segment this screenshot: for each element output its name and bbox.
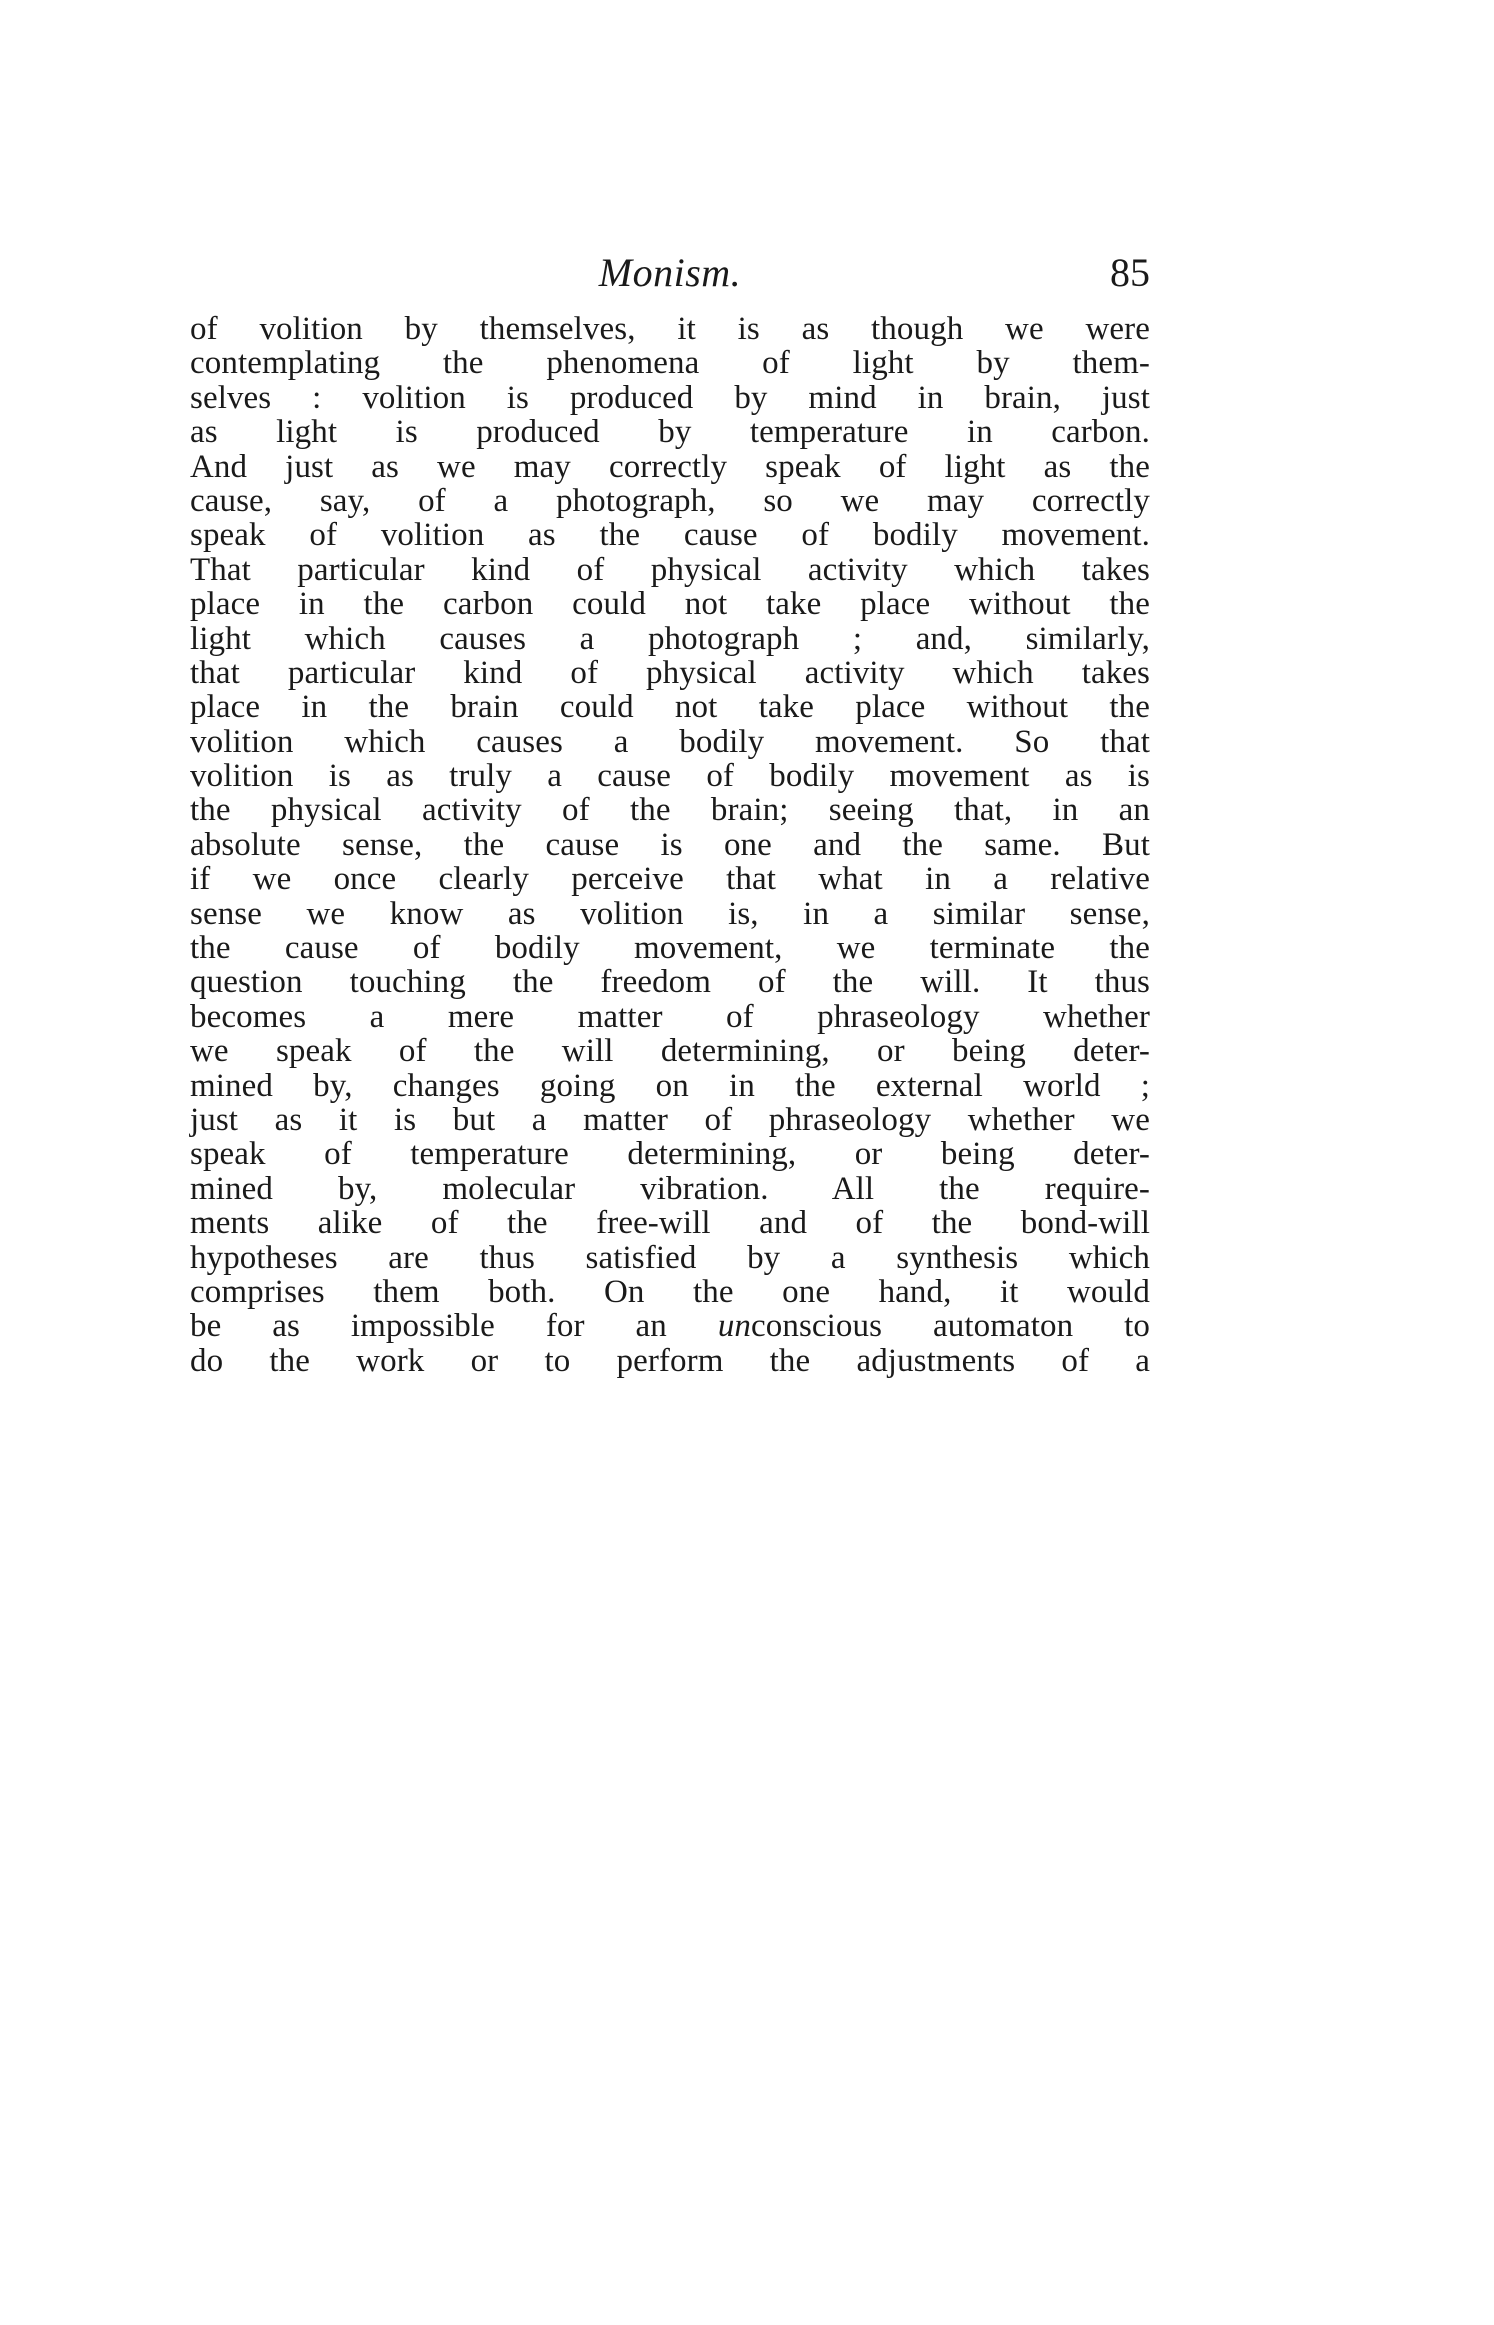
text-line: cause, say, of a photograph, so we may correctly: [190, 482, 1150, 519]
text-line: comprises them both. On the one hand, it would: [190, 1273, 1150, 1310]
text-line: absolute sense, the cause is one and the same. But: [190, 826, 1150, 863]
text-line: [190, 1309, 1150, 1343]
text-line: if we once clearly perceive that what in a relative: [190, 861, 1150, 898]
text-line: selves : volition is produced by mind in brain, just: [190, 379, 1150, 416]
text-line: just as it is but a matter of phraseology whether we: [190, 1101, 1150, 1138]
text-line: light which causes a photograph ; and, similarly,: [190, 620, 1150, 657]
text-line: do the work or to perform the adjustments of a: [190, 1342, 1150, 1379]
text-line: sense we know as volition is, in a similar sense,: [190, 895, 1150, 932]
running-title: Monism.: [598, 250, 742, 295]
text-line: contemplating the phenomena of light by them-: [190, 345, 1150, 382]
page-number: 85: [1110, 250, 1150, 295]
emphasis-text: un: [717, 1308, 752, 1345]
text-line: volition which causes a bodily movement. So that: [190, 723, 1150, 760]
body-text: [190, 312, 1150, 1378]
text-line: speak of volition as the cause of bodily movement.: [190, 517, 1150, 554]
text-line: we speak of the will determining, or being deter-: [190, 1033, 1150, 1070]
text-line: question touching the freedom of the will. It thus: [190, 964, 1150, 1001]
running-head: [190, 248, 1150, 298]
text-line: volition is as truly a cause of bodily movement as is: [190, 758, 1150, 795]
text-line: mined by, molecular vibration. All the require-: [190, 1170, 1150, 1207]
text-segment: be as impossible for an: [190, 1308, 718, 1345]
text-line: mined by, changes going on in the external world ;: [190, 1067, 1150, 1104]
text-line: And just as we may correctly speak of light as the: [190, 448, 1150, 485]
text-line: hypotheses are thus satisfied by a synthesis which: [190, 1239, 1150, 1276]
text-line: speak of temperature determining, or being deter-: [190, 1136, 1150, 1173]
text-line: place in the brain could not take place without the: [190, 689, 1150, 726]
text-line: the cause of bodily movement, we terminate the: [190, 930, 1150, 967]
text-line: place in the carbon could not take place without the: [190, 586, 1150, 623]
text-line: that particular kind of physical activity which takes: [190, 654, 1150, 691]
text-line: That particular kind of physical activity which takes: [190, 551, 1150, 588]
text-line: as light is produced by temperature in carbon.: [190, 414, 1150, 451]
text-line: becomes a mere matter of phraseology whether: [190, 998, 1150, 1035]
text-segment: conscious automaton to: [751, 1308, 1150, 1345]
text-line: of volition by themselves, it is as though we were: [190, 311, 1150, 347]
text-line: ments alike of the free-will and of the bond-will: [190, 1205, 1150, 1242]
text-line: the physical activity of the brain; seeing that, in an: [190, 792, 1150, 829]
